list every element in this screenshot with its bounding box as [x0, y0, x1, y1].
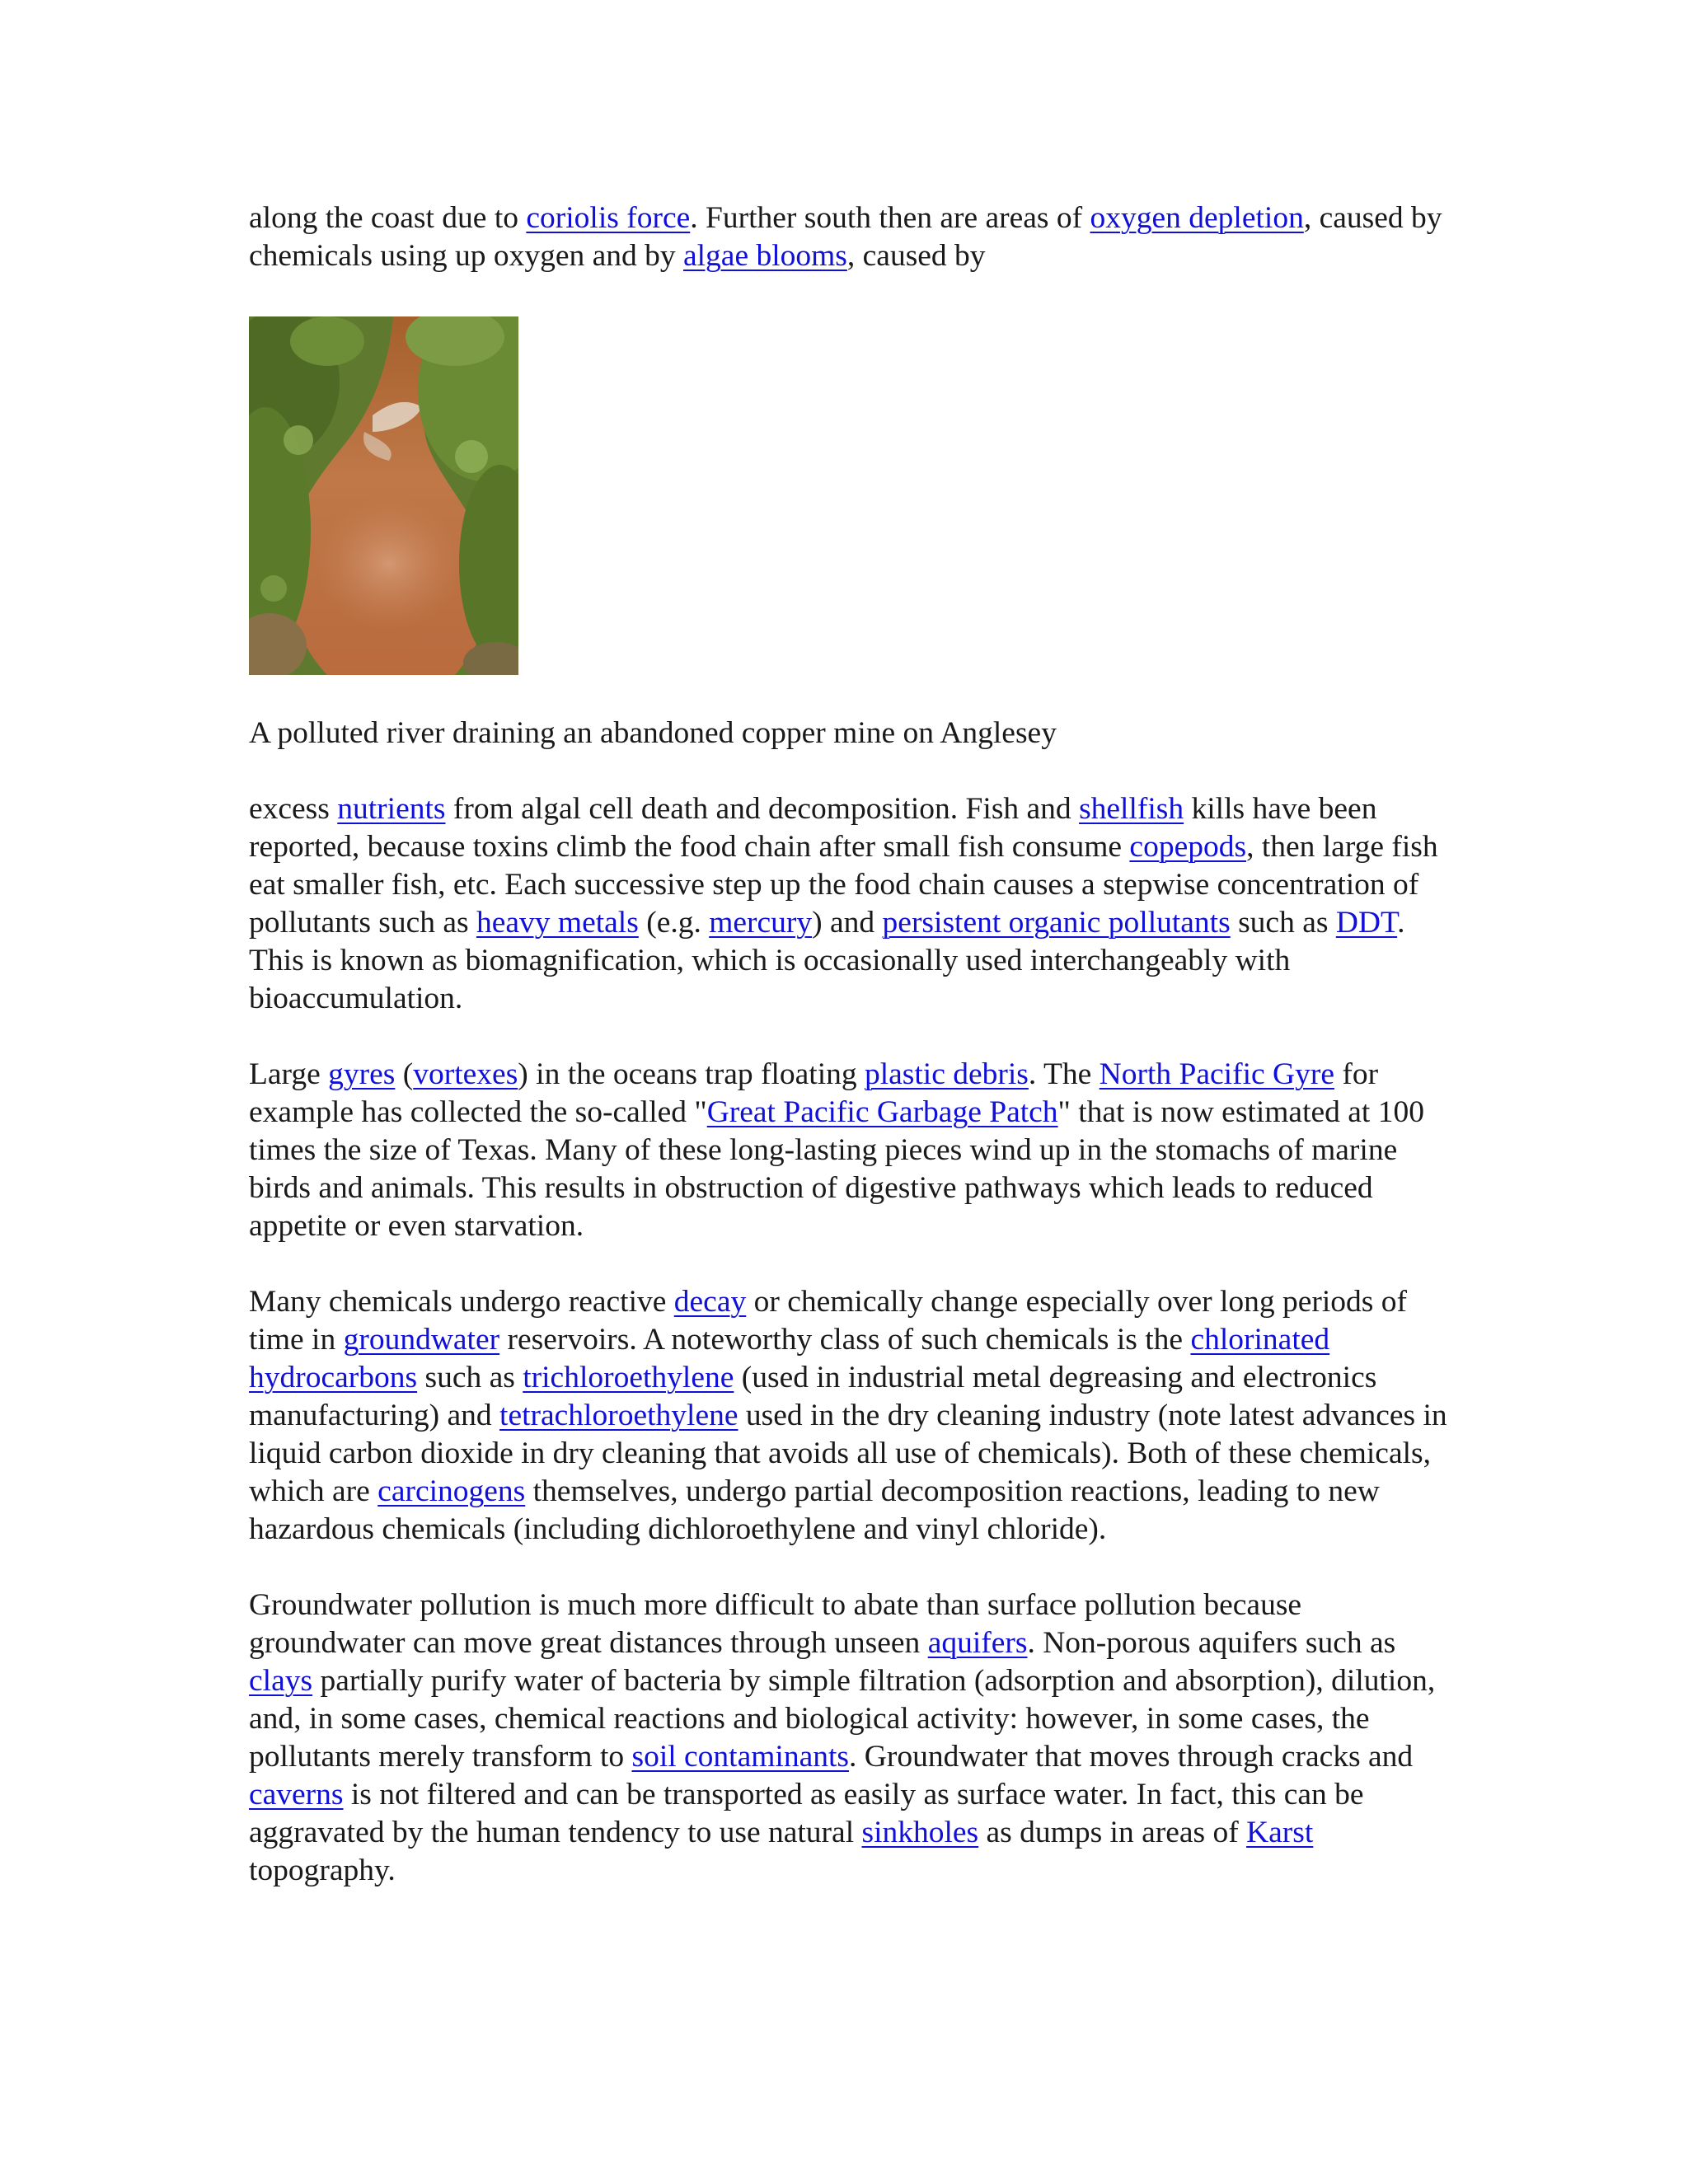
link-aquifers[interactable]: aquifers [927, 1626, 1028, 1660]
text-run: (e.g. [638, 906, 710, 940]
text-run: . This is known as biomagnification, which is occasionally used interchangeably with bioaccumulation. [249, 906, 1405, 1015]
text-run: , then large fish eat smaller fish, etc. Each successive step up the food chain causes a stepwise concentration of pollutants such as [249, 830, 1438, 940]
text-run: . Further south then are areas of [690, 201, 1090, 235]
text-run: . The [1028, 1057, 1100, 1091]
link-chlorinated-hydrocarbons[interactable]: chlorinated hydrocarbons [249, 1323, 1330, 1394]
text-run: Many chemicals undergo reactive [249, 1285, 674, 1319]
text-run: ) in the oceans trap floating [518, 1057, 865, 1091]
link-mercury[interactable]: mercury [709, 906, 813, 940]
text-run: ( [395, 1057, 414, 1091]
document-page [249, 199, 1461, 1890]
link-decay[interactable]: decay [673, 1285, 747, 1319]
paragraph-gyres [249, 1056, 1461, 1245]
text-run: kills have been reported, because toxins climb the food chain after small fish consume [249, 792, 1377, 864]
link-shellfish[interactable]: shellfish [1079, 792, 1184, 826]
text-run: partially purify water of bacteria by simple filtration (adsorption and absorption), dilution, and, in some cases, chemical reactions and biological activity: however, in some cases, the pollutants merely transform to [249, 1664, 1436, 1774]
paragraph-chemical-decay [249, 1283, 1461, 1549]
link-plastic-debris[interactable]: plastic debris [864, 1057, 1029, 1091]
link-vortexes[interactable]: vortexes [413, 1057, 518, 1091]
link-groundwater[interactable]: groundwater [343, 1323, 500, 1357]
link-nutrients[interactable]: nutrients [337, 792, 446, 826]
text-run: or chemically change especially over long periods of time in [249, 1285, 1408, 1357]
link-north-pacific-gyre[interactable]: North Pacific Gyre [1099, 1057, 1334, 1091]
text-run: . Non-porous aquifers such as [1027, 1626, 1396, 1660]
link-oxygen-depletion[interactable]: oxygen depletion [1090, 201, 1304, 235]
text-run: from algal cell death and decomposition. Fish and [445, 792, 1080, 826]
text-run: along the coast due to [249, 201, 527, 235]
link-algae-blooms[interactable]: algae blooms [682, 239, 847, 273]
link-heavy-metals[interactable]: heavy metals [476, 906, 639, 940]
link-trichloroethylene[interactable]: trichloroethylene [523, 1361, 734, 1394]
link-copepods[interactable]: copepods [1129, 830, 1247, 864]
link-persistent-organic-pollutants[interactable]: persistent organic pollutants [882, 906, 1231, 940]
text-run: such as [417, 1361, 523, 1394]
paragraph-groundwater-pollution [249, 1586, 1461, 1890]
link-carcinogens[interactable]: carcinogens [377, 1474, 526, 1508]
link-tetrachloroethylene[interactable]: tetrachloroethylene [499, 1399, 738, 1432]
text-run: as dumps in areas of [978, 1816, 1247, 1849]
text-run: reservoirs. A noteworthy class of such chemicals is the [499, 1323, 1191, 1357]
link-great-pacific-garbage-patch[interactable]: Great Pacific Garbage Patch [706, 1095, 1058, 1129]
text-run: such as [1230, 906, 1336, 940]
text-run: Groundwater pollution is much more difficult to abate than surface pollution because groundwater can move great distances through unseen [249, 1588, 1302, 1660]
text-run: , caused by chemicals using up oxygen and by [249, 201, 1442, 273]
link-gyres[interactable]: gyres [328, 1057, 396, 1091]
link-sinkholes[interactable]: sinkholes [861, 1816, 979, 1849]
paragraph-biomagnification [249, 790, 1461, 1018]
link-clays[interactable]: clays [249, 1664, 313, 1698]
link-karst[interactable]: Karst [1246, 1816, 1314, 1849]
text-run: " that is now estimated at 100 times the size of Texas. Many of these long-lasting pieces wind up in the stomachs of marine birds and animals. This results in obstruction of digestive pathways which leads to reduced appetite or even starvation. [249, 1095, 1424, 1243]
text-run: is not filtered and can be transported as easily as surface water. In fact, this can be aggravated by the human tendency to use natural [249, 1778, 1364, 1849]
paragraph-intro [249, 199, 1461, 275]
polluted-river-photo [249, 316, 518, 675]
text-run: topography. [249, 1854, 396, 1887]
text-run: , caused by [846, 239, 986, 273]
text-run: used in the dry cleaning industry (note latest advances in liquid carbon dioxide in dry cleaning that avoids all use of chemicals). Both of these chemicals, which are [249, 1399, 1447, 1508]
link-caverns[interactable]: caverns [249, 1778, 344, 1811]
text-run: . Groundwater that moves through cracks and [849, 1740, 1414, 1774]
text-run: for example has collected the so-called " [249, 1057, 1379, 1129]
text-run: ) and [812, 906, 883, 940]
link-soil-contaminants[interactable]: soil contaminants [631, 1740, 849, 1774]
link-ddt[interactable]: DDT [1335, 906, 1398, 940]
text-run: themselves, undergo partial decomposition reactions, leading to new hazardous chemicals (including dichloroethylene and vinyl chloride). [249, 1474, 1380, 1546]
figure-caption: A polluted river draining an abandoned copper mine on Anglesey [249, 716, 1057, 750]
text-run: Large [249, 1057, 329, 1091]
link-coriolis-force[interactable]: coriolis force [526, 201, 691, 235]
text-run: excess [249, 792, 338, 826]
text-run: (used in industrial metal degreasing and electronics manufacturing) and [249, 1361, 1377, 1432]
